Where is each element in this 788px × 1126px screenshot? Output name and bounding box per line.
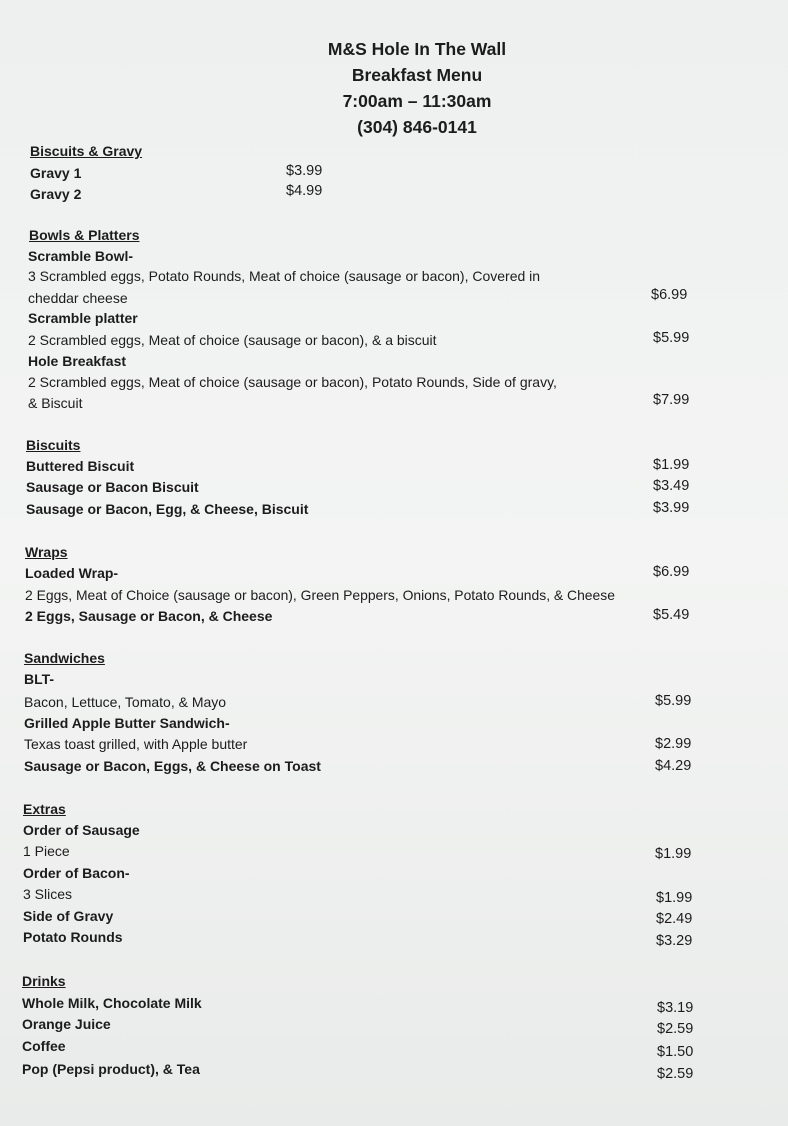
desc-scramble-bowl-2: cheddar cheese bbox=[28, 290, 128, 306]
item-loaded-wrap: Loaded Wrap- bbox=[25, 565, 119, 581]
desc-order-bacon: 3 Slices bbox=[23, 886, 73, 902]
item-side-gravy: Side of Gravy bbox=[23, 908, 114, 924]
price-scramble-bowl: $6.99 bbox=[651, 287, 688, 303]
price-potato-rounds: $3.29 bbox=[656, 933, 693, 949]
price-hole-breakfast: $7.99 bbox=[653, 392, 690, 408]
item-sausage-bacon-biscuit: Sausage or Bacon Biscuit bbox=[26, 479, 199, 495]
desc-blt: Bacon, Lettuce, Tomato, & Mayo bbox=[24, 694, 227, 710]
section-heading-wraps: Wraps bbox=[25, 544, 68, 560]
price-sausage-bacon-biscuit: $3.49 bbox=[653, 478, 690, 494]
price-side-gravy: $2.49 bbox=[656, 911, 693, 927]
price-egg-wrap: $5.49 bbox=[653, 607, 690, 623]
price-apple-butter-sandwich: $2.99 bbox=[655, 736, 692, 752]
item-scramble-bowl: Scramble Bowl- bbox=[28, 248, 134, 264]
price-coffee: $1.50 bbox=[657, 1044, 694, 1060]
item-gravy-1: Gravy 1 bbox=[30, 165, 82, 181]
menu-header bbox=[312, 36, 522, 140]
desc-hole-breakfast-2: & Biscuit bbox=[28, 395, 83, 411]
price-toast-sandwich: $4.29 bbox=[655, 758, 692, 774]
section-heading-biscuits: Biscuits bbox=[26, 437, 81, 453]
item-coffee: Coffee bbox=[22, 1038, 66, 1054]
item-gravy-2: Gravy 2 bbox=[30, 186, 82, 202]
price-milk: $3.19 bbox=[657, 1000, 694, 1016]
item-orange-juice: Orange Juice bbox=[22, 1016, 111, 1032]
section-heading-sandwiches: Sandwiches bbox=[24, 650, 105, 666]
desc-scramble-bowl-1: 3 Scrambled eggs, Potato Rounds, Meat of choice (sausage or bacon), Covered in bbox=[28, 268, 541, 284]
menu-name: Breakfast Menu bbox=[351, 65, 483, 85]
price-buttered-biscuit: $1.99 bbox=[653, 457, 690, 473]
section-heading-bowls-platters: Bowls & Platters bbox=[29, 227, 140, 243]
price-loaded-wrap: $6.99 bbox=[653, 564, 690, 580]
desc-loaded-wrap: 2 Eggs, Meat of Choice (sausage or bacon), Green Peppers, Onions, Potato Rounds, & Cheese bbox=[25, 587, 615, 603]
item-toast-sandwich: Sausage or Bacon, Eggs, & Cheese on Toast bbox=[24, 758, 321, 774]
item-hole-breakfast: Hole Breakfast bbox=[28, 353, 127, 369]
price-orange-juice: $2.59 bbox=[657, 1021, 694, 1037]
item-blt: BLT- bbox=[24, 671, 55, 687]
phone: (304) 846-0141 bbox=[357, 117, 477, 137]
restaurant-name: M&S Hole In The Wall bbox=[327, 39, 507, 59]
section-heading-drinks: Drinks bbox=[22, 973, 66, 989]
hours: 7:00am – 11:30am bbox=[342, 91, 492, 111]
price-blt: $5.99 bbox=[655, 693, 692, 709]
item-milk: Whole Milk, Chocolate Milk bbox=[22, 995, 202, 1011]
section-heading-extras: Extras bbox=[23, 801, 66, 817]
price-sbec-biscuit: $3.99 bbox=[653, 500, 690, 516]
price-scramble-platter: $5.99 bbox=[653, 330, 690, 346]
price-order-bacon: $1.99 bbox=[656, 890, 693, 906]
item-potato-rounds: Potato Rounds bbox=[23, 929, 123, 945]
desc-order-sausage: 1 Piece bbox=[23, 843, 70, 859]
item-scramble-platter: Scramble platter bbox=[28, 310, 138, 326]
item-order-bacon: Order of Bacon- bbox=[23, 865, 130, 881]
item-order-sausage: Order of Sausage bbox=[23, 822, 140, 838]
item-buttered-biscuit: Buttered Biscuit bbox=[26, 458, 135, 474]
price-pop-tea: $2.59 bbox=[657, 1066, 694, 1082]
price-gravy-1: $3.99 bbox=[286, 163, 323, 179]
desc-apple-butter-sandwich: Texas toast grilled, with Apple butter bbox=[24, 736, 248, 752]
desc-hole-breakfast-1: 2 Scrambled eggs, Meat of choice (sausage or bacon), Potato Rounds, Side of gravy, bbox=[28, 374, 557, 390]
item-pop-tea: Pop (Pepsi product), & Tea bbox=[22, 1061, 200, 1077]
item-apple-butter-sandwich: Grilled Apple Butter Sandwich- bbox=[24, 715, 230, 731]
desc-scramble-platter: 2 Scrambled eggs, Meat of choice (sausage or bacon), & a biscuit bbox=[28, 332, 437, 348]
price-gravy-2: $4.99 bbox=[286, 183, 323, 199]
price-order-sausage: $1.99 bbox=[655, 846, 692, 862]
item-sbec-biscuit: Sausage or Bacon, Egg, & Cheese, Biscuit bbox=[26, 501, 309, 517]
item-egg-wrap: 2 Eggs, Sausage or Bacon, & Cheese bbox=[25, 608, 273, 624]
section-heading-biscuits-gravy: Biscuits & Gravy bbox=[30, 143, 143, 159]
